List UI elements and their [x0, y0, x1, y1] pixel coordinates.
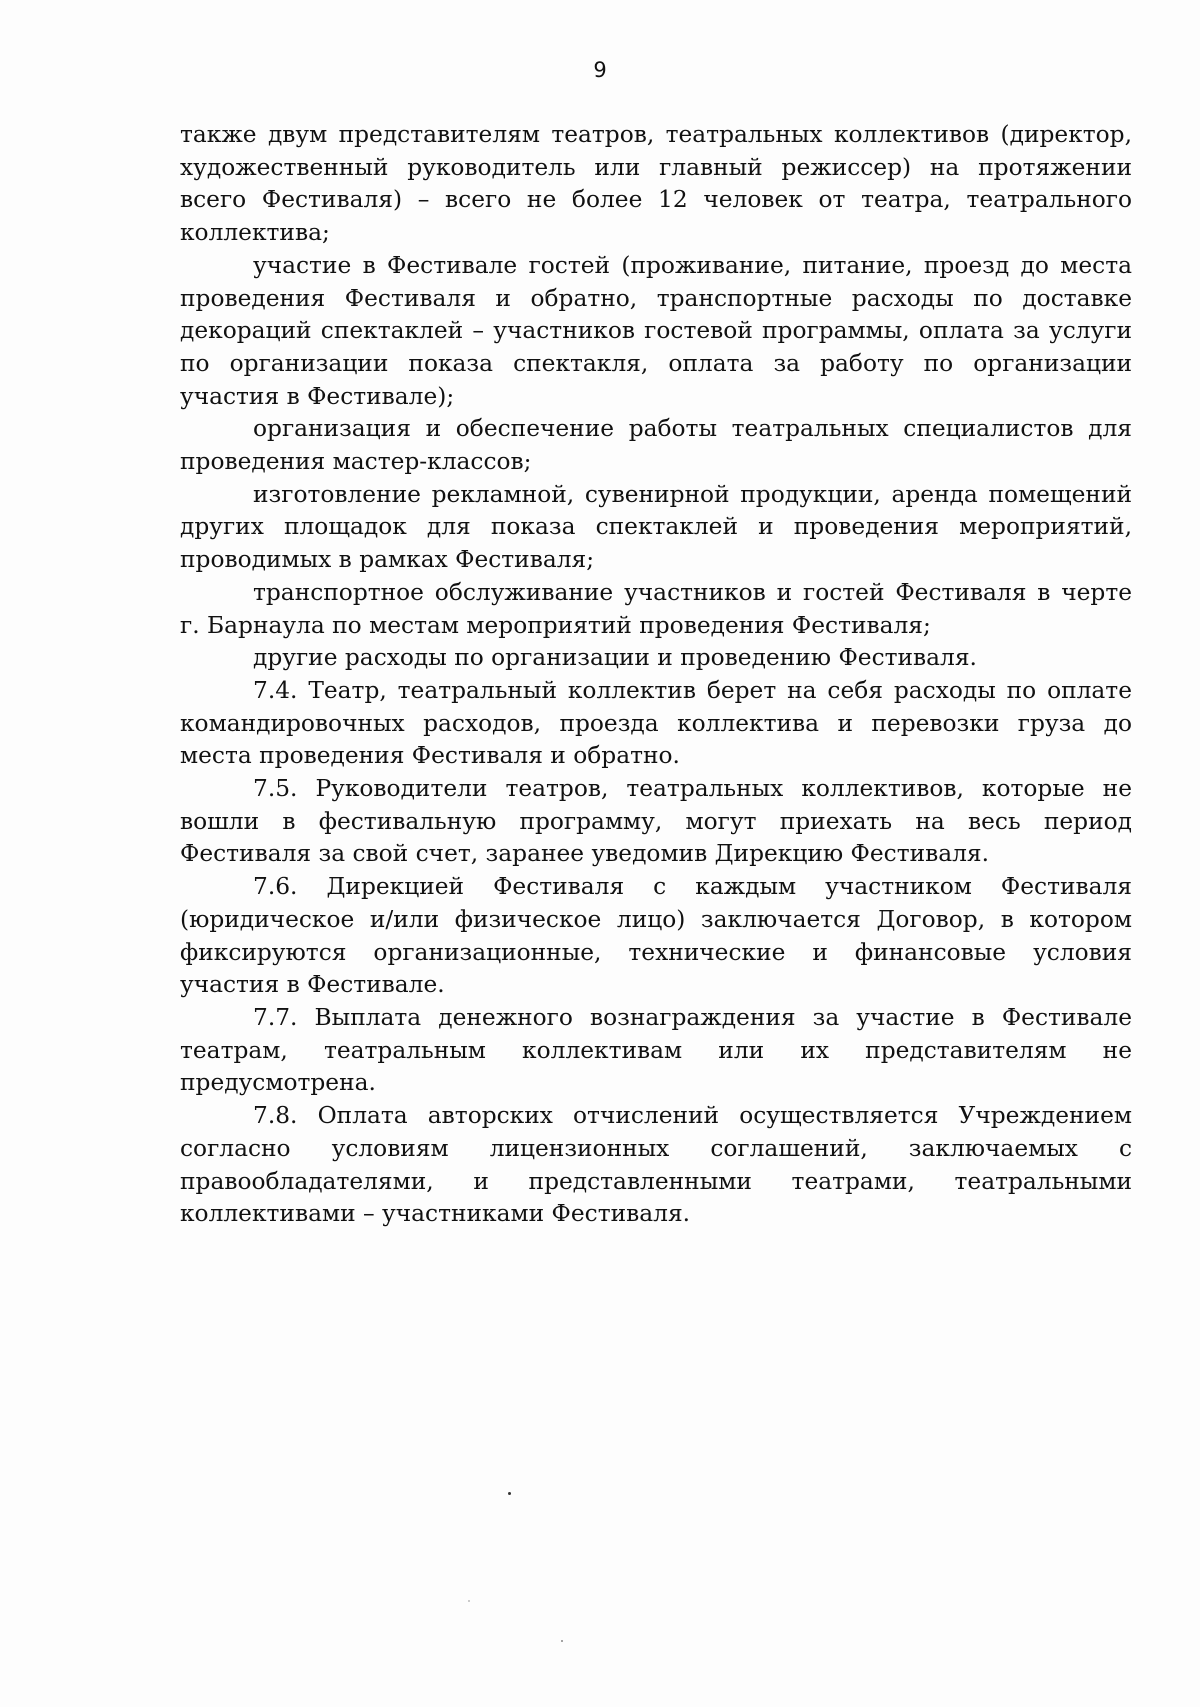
- paragraph-guests-participation: участие в Фестивале гостей (проживание, питание, проезд до места проведения Фестиваля и обратно, транспортные расходы по доставке декораций спектаклей – участников гостевой программы, оплата за услуги по организации показа спектакля, оплата за работу по организации участия в Фестивале);: [180, 251, 1132, 410]
- paragraph-7-8: 7.8. Оплата авторских отчислений осуществляется Учреждением согласно условиям лицензионных соглашений, заключаемых с правообладателями, и представленными театрами, театральными коллективами – участниками Фестиваля.: [180, 1102, 1132, 1228]
- paragraph-continuation: также двум представителям театров, театральных коллективов (директор, художественный руководитель или главный режиссер) на протяжении всего Фестиваля) – всего не более 12 человек от театра, театрального коллектива;: [180, 121, 1132, 247]
- page-number: 9: [593, 58, 607, 82]
- paragraph-7-7: 7.7. Выплата денежного вознаграждения за участие в Фестивале театрам, театральным коллективам или их представителям не предусмотрена.: [180, 1003, 1132, 1097]
- paragraph-other-expenses: другие расходы по организации и проведению Фестиваля.: [253, 644, 977, 672]
- paragraph-master-classes: организация и обеспечение работы театральных специалистов для проведения мастер-классов;: [180, 415, 1132, 476]
- paragraph-7-5: 7.5. Руководители театров, театральных коллективов, которые не вошли в фестивальную программу, могут приехать на весь период Фестиваля за свой счет, заранее уведомив Дирекцию Фестиваля.: [180, 775, 1132, 868]
- scan-speck: [508, 1492, 511, 1495]
- scan-speck: [468, 1600, 470, 1602]
- document-body: [180, 119, 1132, 1231]
- scan-speck: [561, 1640, 563, 1642]
- paragraph-advertising-production: изготовление рекламной, сувенирной продукции, аренда помещений других площадок для показа спектаклей и проведения мероприятий, проводимых в рамках Фестиваля;: [180, 480, 1132, 574]
- paragraph-7-4: 7.4. Театр, театральный коллектив берет на себя расходы по оплате командировочных расходов, проезда коллектива и перевозки груза до места проведения Фестиваля и обратно.: [180, 676, 1132, 770]
- paragraph-transport-service: транспортное обслуживание участников и гостей Фестиваля в черте г. Барнаула по местам мероприятий проведения Фестиваля;: [180, 578, 1132, 639]
- paragraph-7-6: 7.6. Дирекцией Фестиваля с каждым участником Фестиваля (юридическое и/или физическое лицо) заключается Договор, в котором фиксируются организационные, технические и финансовые условия участия в Фестивале.: [180, 873, 1132, 999]
